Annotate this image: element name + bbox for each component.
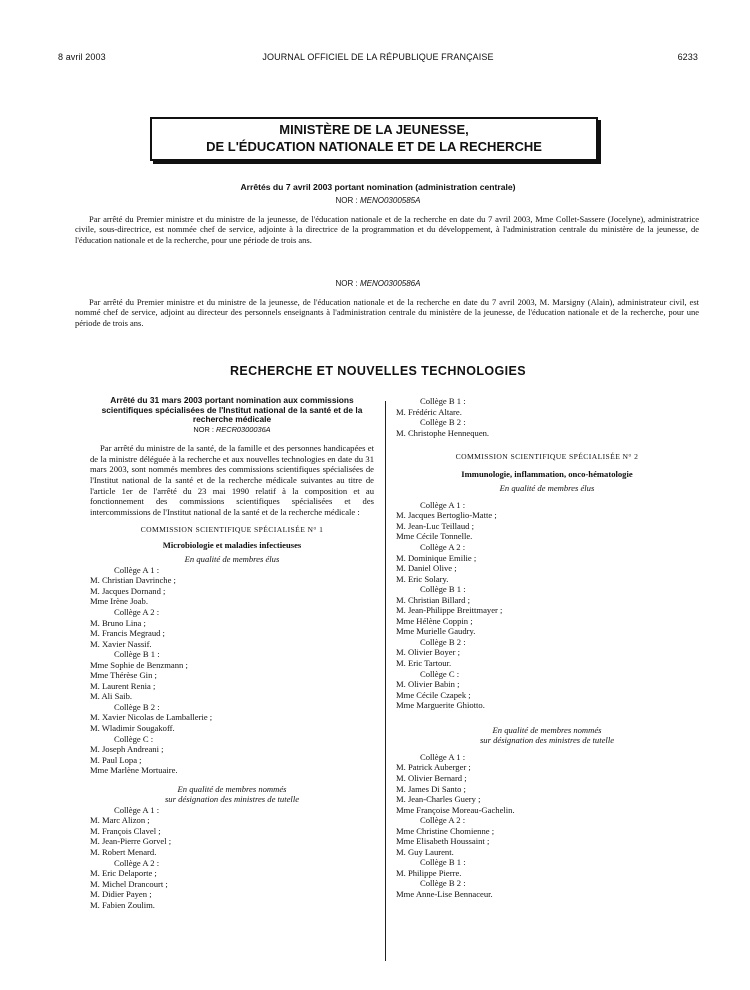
college-label: Collège A 1 : [114, 564, 160, 575]
member-name: M. James Di Santo ; [396, 783, 466, 794]
member-name: M. Ali Saib. [90, 691, 133, 702]
college-label: Collège C : [420, 668, 460, 679]
member-name: Mme Elisabeth Houssaint ; [396, 836, 490, 847]
member-name: M. Philippe Pierre. [396, 867, 462, 878]
right-column [396, 396, 698, 900]
member-name: M. Guy Laurent. [396, 846, 454, 857]
member-name: M. Olivier Bernard ; [396, 772, 467, 783]
member-name: M. Frédéric Altare. [396, 406, 462, 417]
member-name: M. Bruno Lina ; [90, 617, 146, 628]
nor-label: NOR : [335, 196, 358, 205]
member-name: Mme Hélène Coppin ; [396, 615, 473, 626]
nor-reference [58, 196, 698, 205]
appointed-heading: En qualité de membres nommés [177, 783, 287, 794]
member-name: M. Laurent Renia ; [90, 680, 156, 691]
college-label: Collège B 1 : [114, 649, 160, 660]
elected-heading: En qualité de membres élus [499, 483, 595, 494]
member-name: M. Fabien Zoulim. [90, 899, 155, 910]
ministry-heading-box [150, 117, 598, 161]
appointed-subheading: sur désignation des ministres de tutelle [164, 794, 300, 805]
college-label: Collège A 1 : [420, 499, 466, 510]
member-name: M. François Clavel ; [90, 825, 161, 836]
member-name: Mme Anne-Lise Bennaceur. [396, 888, 493, 899]
ministry-heading-line2: DE L'ÉDUCATION NATIONALE ET DE LA RECHERCHE [206, 139, 542, 154]
nor-code: MENO0300585A [359, 196, 421, 205]
member-list [396, 752, 698, 900]
member-name: M. Robert Menard. [90, 847, 157, 858]
college-label: Collège A 2 : [420, 815, 466, 826]
member-name: M. Eric Delaporte ; [90, 868, 157, 879]
commission-title: COMMISSION SCIENTIFIQUE SPÉCIALISÉE N° 1 [140, 525, 324, 535]
member-name: M. Eric Tartour. [396, 658, 452, 669]
college-label: Collège B 1 : [420, 857, 466, 868]
member-name: Mme Thérèse Gin ; [90, 670, 157, 681]
member-list [396, 396, 698, 438]
member-name: Mme Murielle Gaudry. [396, 626, 476, 637]
nor-reference [58, 279, 698, 288]
member-name: M. Olivier Babin ; [396, 679, 460, 690]
member-name: M. Xavier Nicolas de Lamballerie ; [90, 712, 213, 723]
member-name: Mme Cécile Czapek ; [396, 689, 471, 700]
member-name: M. Christophe Hennequen. [396, 427, 490, 438]
nor-code: MENO0300586A [359, 279, 421, 288]
member-name: Mme Marlène Mortuaire. [90, 765, 178, 776]
commission-title: COMMISSION SCIENTIFIQUE SPÉCIALISÉE N° 2 [455, 452, 639, 462]
college-label: Collège B 2 : [420, 636, 466, 647]
college-label: Collège B 2 : [420, 417, 466, 428]
ministry-heading-line1: MINISTÈRE DE LA JEUNESSE, [279, 122, 469, 137]
member-name: M. Michel Drancourt ; [90, 878, 168, 889]
arrete-title: Arrêtés du 7 avril 2003 portant nomination (administration centrale) [240, 182, 516, 192]
member-name: M. Xavier Nassif. [90, 638, 152, 649]
member-name: Mme Irène Joab. [90, 596, 148, 607]
arrete-paragraph: Par arrêté du Premier ministre et du ministre de la jeunesse, de l'éducation nationale et de la recherche en date du 7 avril 2003, M. Marsigny (Alain), administrateur civil, est nommé chef de service, adjoint au directeur des personnels enseignants à l'administration centrale du ministère de la jeunesse, de l'éducation nationale et de la recherche, pour une période de trois ans. [75, 297, 699, 328]
member-name: M. Jacques Bertoglio-Matte ; [396, 510, 497, 521]
member-name: M. Christian Billard ; [396, 594, 470, 605]
commission-theme: Microbiologie et maladies infectieuses [162, 539, 302, 550]
member-name: M. Francis Megraud ; [90, 628, 165, 639]
member-name: Mme Françoise Moreau-Gachelin. [396, 804, 515, 815]
appointed-subheading: sur désignation des ministres de tutelle [479, 735, 615, 746]
member-name: M. Eric Solary. [396, 573, 449, 584]
college-label: Collège A 2 : [420, 542, 466, 553]
page-number: 6233 [677, 52, 698, 62]
nor-reference [90, 425, 374, 436]
college-label: Collège B 2 : [114, 701, 160, 712]
member-name: M. Paul Lopa ; [90, 754, 142, 765]
nor-label: NOR : [335, 279, 358, 288]
member-name: M. Marc Alizon ; [90, 815, 150, 826]
member-name: M. Jean-Charles Guery ; [396, 794, 481, 805]
member-name: M. Daniel Olive ; [396, 563, 457, 574]
appointed-heading: En qualité de membres nommés [492, 724, 602, 735]
member-name: M. Olivier Boyer ; [396, 647, 460, 658]
left-column [90, 396, 374, 910]
section-title: RECHERCHE ET NOUVELLES TECHNOLOGIES [230, 364, 526, 378]
arrete-title: Arrêté du 31 mars 2003 portant nomination aux commissions scientifiques spécialisées de l'Institut national de la santé et de la recherche médicale [101, 395, 363, 425]
member-name: M. Dominique Emilie ; [396, 552, 477, 563]
member-name: Mme Christine Chomienne ; [396, 825, 495, 836]
member-name: M. Patrick Auberger ; [396, 762, 471, 773]
member-name: M. Jean-Pierre Gorvel ; [90, 836, 172, 847]
nor-label: NOR : [193, 424, 214, 434]
member-name: M. Wladimir Sougakoff. [90, 723, 175, 733]
commission-theme: Immunologie, inflammation, onco-hématologie [461, 468, 633, 479]
college-label: Collège B 1 : [420, 396, 466, 406]
member-list [90, 565, 374, 776]
arrete-intro: Par arrêté du ministre de la santé, de la famille et des personnes handicapées et de la ministre déléguée à la recherche et aux nouvelles technologies en date du 31 mars 2003, sont nommés membres des commissions scientifiques spécialisées de l'Institut national de la santé et de la recherche médicale suivantes au titre de l'article 1er de l'arrêté du 23 mai 1990 relatif à la composition et au fonctionnement des commissions scientifiques spécialisées et des intercommissions de l'Institut national de la santé et de la recherche médicale : [90, 443, 374, 517]
member-name: M. Christian Davrinche ; [90, 575, 176, 586]
college-label: Collège B 1 : [420, 584, 466, 595]
college-label: Collège A 2 : [114, 857, 160, 868]
member-list [396, 500, 698, 711]
member-list [90, 805, 374, 910]
nor-code: RECR0300036A [215, 424, 271, 434]
issue-date: 8 avril 2003 [58, 52, 106, 62]
member-name: M. Jean-Philippe Breittmayer ; [396, 605, 503, 616]
member-name: M. Jean-Luc Teillaud ; [396, 520, 474, 531]
member-name: M. Didier Payen ; [90, 889, 152, 900]
member-name: M. Joseph Andreani ; [90, 744, 164, 755]
college-label: Collège A 2 : [114, 606, 160, 617]
arrete-paragraph: Par arrêté du Premier ministre et du ministre de la jeunesse, de l'éducation nationale et de la recherche en date du 7 avril 2003, Mme Collet-Sassere (Jocelyne), administratrice civile, sous-directrice, est nommée chef de service, adjointe à la directrice de la programmation et du développement, à l'administration centrale du ministère de la jeunesse, de l'éducation nationale et de la recherche, pour une période de trois ans. [75, 214, 699, 245]
member-name: Mme Marguerite Ghiotto. [396, 700, 485, 711]
elected-heading: En qualité de membres élus [184, 554, 280, 565]
college-label: Collège A 1 : [420, 751, 466, 762]
journal-title: JOURNAL OFFICIEL DE LA RÉPUBLIQUE FRANÇAISE [262, 52, 494, 62]
member-name: Mme Cécile Tonnelle. [396, 531, 473, 542]
college-label: Collège B 2 : [420, 878, 466, 889]
college-label: Collège A 1 : [114, 804, 160, 815]
member-name: Mme Sophie de Benzmann ; [90, 659, 188, 670]
column-divider [385, 401, 386, 961]
member-name: M. Jacques Dornand ; [90, 585, 166, 596]
college-label: Collège C : [114, 733, 154, 744]
